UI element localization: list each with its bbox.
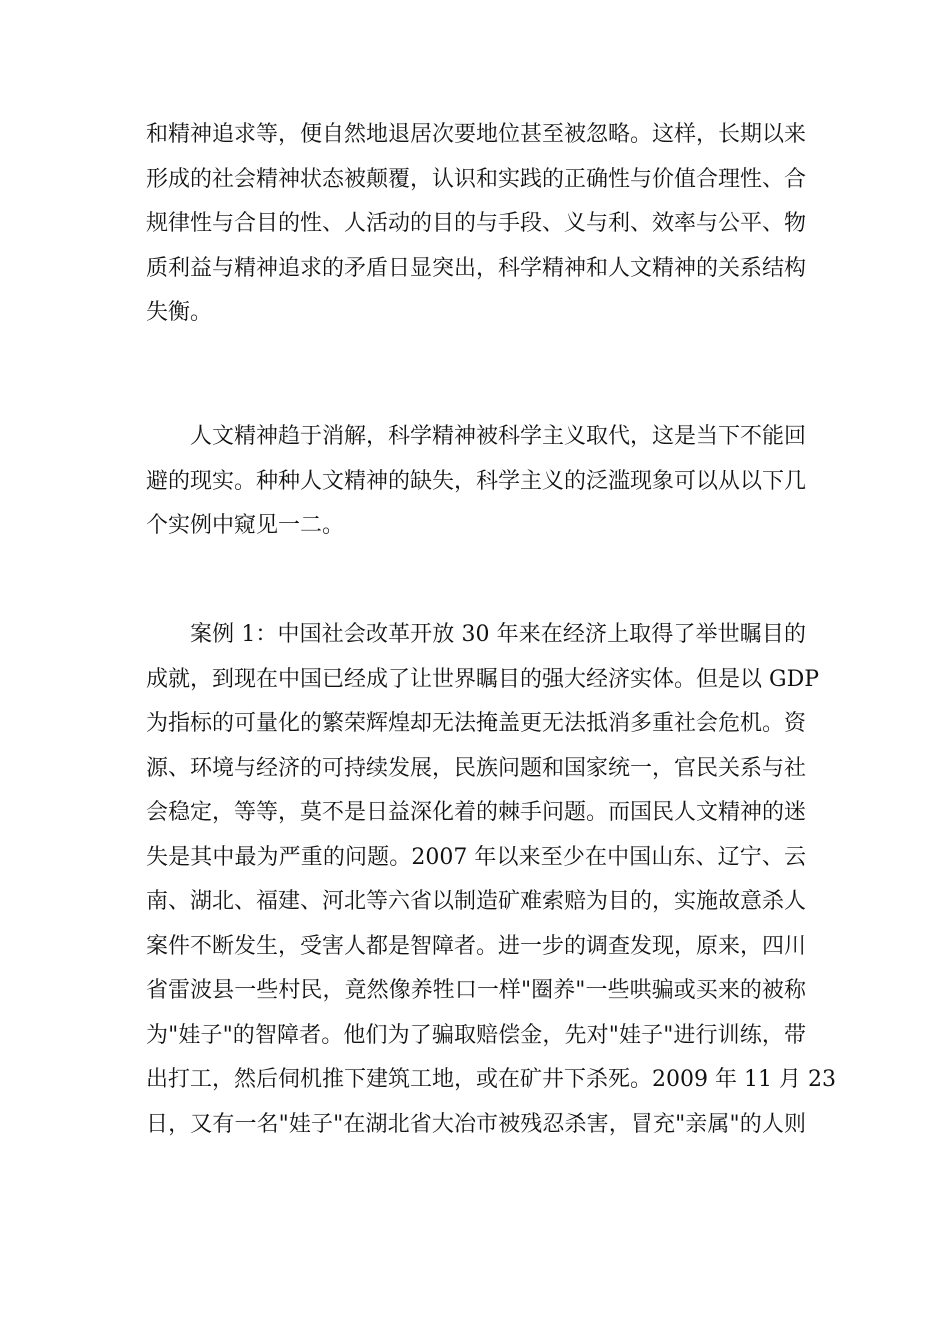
text-line: 日，又有一名"娃子"在湖北省大冶市被残忍杀害，冒充"亲属"的人则 <box>146 1111 806 1137</box>
paragraph-2 <box>146 415 806 549</box>
text-line: 案例 1：中国社会改革开放 30 年来在经济上取得了举世瞩目的 <box>190 622 806 647</box>
paragraph-3 <box>146 613 836 1147</box>
text-line: 会稳定，等等，莫不是日益深化着的棘手问题。而国民人文精神的迷 <box>146 800 807 825</box>
text-line: 省雷波县一些村民，竟然像养牲口一样"圈养"一些哄骗或买来的被称 <box>146 978 806 1003</box>
text-line: 成就，到现在中国已经成了让世界瞩目的强大经济实体。但是以 GDP <box>146 666 820 692</box>
text-line: 为指标的可量化的繁荣辉煌却无法掩盖更无法抵消多重社会危机。资 <box>146 711 807 736</box>
text-line: 和精神追求等，便自然地退居次要地位甚至被忽略。这样，长期以来 <box>146 122 807 147</box>
text-line: 案件不断发生，受害人都是智障者。进一步的调查发现，原来，四川 <box>146 933 807 959</box>
text-line: 个实例中窥见一二。 <box>146 513 345 538</box>
text-line: 形成的社会精神状态被颠覆，认识和实践的正确性与价值合理性、合 <box>146 166 807 192</box>
text-line: 为"娃子"的智障者。他们为了骗取赔偿金，先对"娃子"进行训练，带 <box>146 1022 806 1048</box>
paragraph-1 <box>146 113 806 336</box>
text-line: 出打工，然后伺机推下建筑工地，或在矿井下杀死。2009 年 11 月 23 <box>146 1067 836 1092</box>
text-line: 失衡。 <box>146 300 213 325</box>
text-line: 质利益与精神追求的矛盾日显突出，科学精神和人文精神的关系结构 <box>146 255 807 281</box>
text-line: 避的现实。种种人文精神的缺失，科学主义的泛滥现象可以从以下几 <box>146 468 807 494</box>
text-line: 人文精神趋于消解，科学精神被科学主义取代，这是当下不能回 <box>190 424 807 449</box>
text-line: 规律性与合目的性、人活动的目的与手段、义与利、效率与公平、物 <box>146 211 807 236</box>
text-line: 源、环境与经济的可持续发展，民族问题和国家统一，官民关系与社 <box>146 755 807 781</box>
text-line: 南、湖北、福建、河北等六省以制造矿难索赔为目的，实施故意杀人 <box>146 889 807 914</box>
text-line: 失是其中最为严重的问题。2007 年以来至少在中国山东、辽宁、云 <box>146 844 806 870</box>
